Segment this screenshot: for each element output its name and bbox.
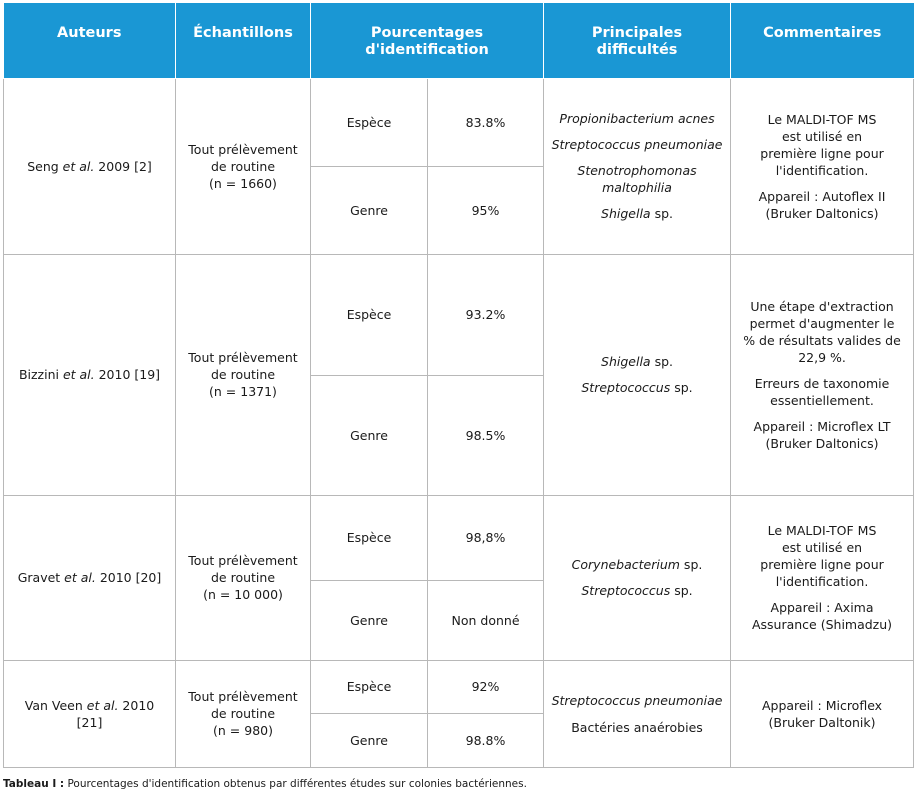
cell-genre-value: 98.5% <box>428 375 544 495</box>
cell-genre-label: Genre <box>311 166 428 254</box>
header-auteurs: Auteurs <box>4 3 176 78</box>
cell-commentaires: Une étape d'extraction permet d'augmenter le % de résultats valides de 22,9 %. Erreurs de taxonomie essentiellement. Appareil : Microflex LT (Bruker Daltonics) <box>731 254 914 495</box>
cell-genre-value: 98.8% <box>428 713 544 767</box>
cell-commentaires: Le MALDI-TOF MS est utilisé en première ligne pour l'identification. Appareil : Autoflex II (Bruker Daltonics) <box>731 78 914 254</box>
table-caption <box>3 778 527 790</box>
cell-espece-value: 98,8% <box>428 495 544 580</box>
cell-espece-value: 93.2% <box>428 254 544 375</box>
header-difficultes <box>544 3 731 78</box>
cell-espece-value: 83.8% <box>428 78 544 166</box>
cell-difficultes: Corynebacterium sp. Streptococcus sp. <box>544 495 731 660</box>
cell-auteur: Seng et al. 2009 [2] <box>4 78 176 254</box>
table-row <box>4 254 914 375</box>
cell-commentaires: Le MALDI-TOF MS est utilisé en première ligne pour l'identification. Appareil : Axima Assurance (Shimadzu) <box>731 495 914 660</box>
table-row <box>4 660 914 713</box>
cell-genre-label: Genre <box>311 580 428 660</box>
cell-difficultes: Streptococcus pneumoniae Bactéries anaérobies <box>544 660 731 767</box>
header-commentaires: Commentaires <box>731 3 914 78</box>
cell-genre-value: 95% <box>428 166 544 254</box>
table-row <box>4 78 914 166</box>
cell-difficultes: Propionibacterium acnes Streptococcus pneumoniae Stenotrophomonas maltophilia Shigella sp. <box>544 78 731 254</box>
table-row <box>4 495 914 580</box>
cell-echantillon: Tout prélèvement de routine (n = 1660) <box>176 78 311 254</box>
caption-text: Pourcentages d'identification obtenus par différentes études sur colonies bactériennes. <box>64 778 527 790</box>
cell-espece-label: Espèce <box>311 78 428 166</box>
cell-genre-label: Genre <box>311 713 428 767</box>
cell-genre-label: Genre <box>311 375 428 495</box>
cell-auteur: Gravet et al. 2010 [20] <box>4 495 176 660</box>
cell-commentaires: Appareil : Microflex (Bruker Daltonik) <box>731 660 914 767</box>
cell-echantillon: Tout prélèvement de routine (n = 980) <box>176 660 311 767</box>
cell-echantillon: Tout prélèvement de routine (n = 10 000) <box>176 495 311 660</box>
cell-auteur: Bizzini et al. 2010 [19] <box>4 254 176 495</box>
cell-espece-label: Espèce <box>311 254 428 375</box>
cell-auteur: Van Veen et al. 2010 [21] <box>4 660 176 767</box>
identification-table <box>3 3 914 768</box>
caption-label: Tableau I : <box>3 778 65 790</box>
cell-genre-value: Non donné <box>428 580 544 660</box>
header-pourcentages-line2: d'identification <box>365 42 489 58</box>
header-pourcentages-line1: Pourcentages <box>370 25 484 41</box>
header-difficultes-line1: Principales <box>591 25 683 41</box>
header-row <box>4 3 914 78</box>
cell-espece-label: Espèce <box>311 495 428 580</box>
header-difficultes-line2: difficultés <box>596 42 678 58</box>
cell-echantillon: Tout prélèvement de routine (n = 1371) <box>176 254 311 495</box>
cell-difficultes: Shigella sp. Streptococcus sp. <box>544 254 731 495</box>
cell-espece-value: 92% <box>428 660 544 713</box>
header-echantillons: Échantillons <box>176 3 311 78</box>
header-pourcentages <box>311 3 544 78</box>
cell-espece-label: Espèce <box>311 660 428 713</box>
